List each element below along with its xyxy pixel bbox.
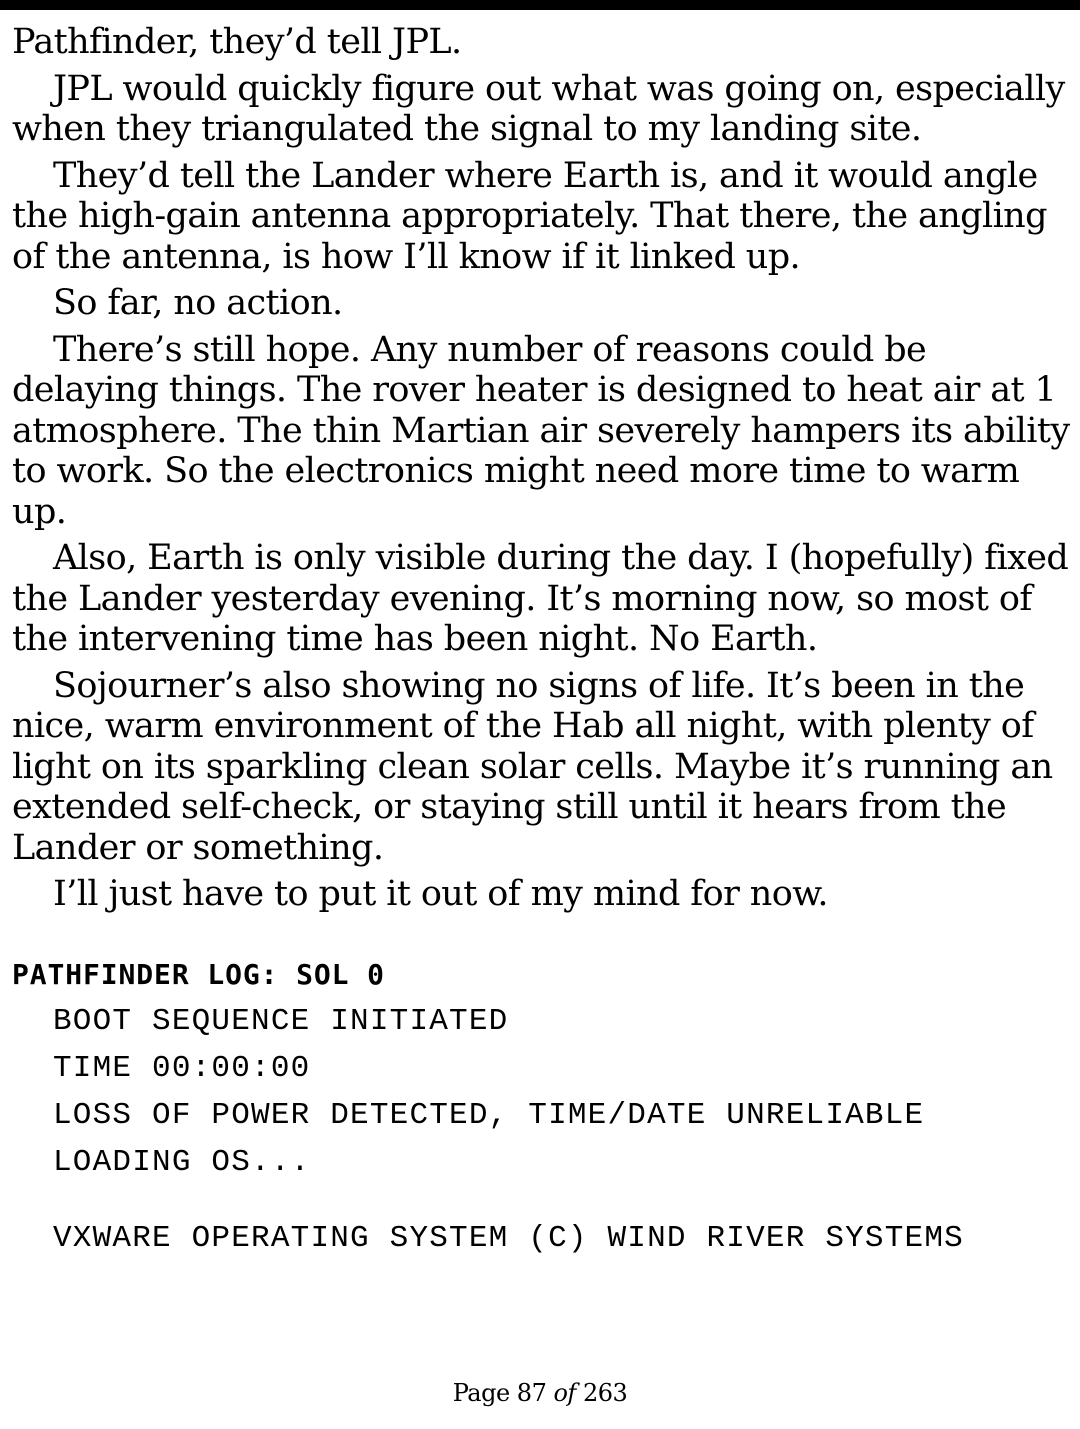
total-pages-number: 263 <box>582 1379 628 1407</box>
log-line: TIME 00:00:00 <box>53 1050 311 1086</box>
paragraph: Also, Earth is only visible during the day. I (hopefully) fixed the Lander yesterday evening. It’s morning now, so most of the intervening time has been night. No Earth. <box>12 538 1069 659</box>
log-line: LOADING OS... <box>53 1144 311 1180</box>
page-content <box>12 22 1072 1266</box>
paragraph: Pathfinder, they’d tell JPL. <box>12 22 462 62</box>
log-line: VXWARE OPERATING SYSTEM (C) WIND RIVER SYSTEMS <box>53 1220 964 1256</box>
of-label: of <box>553 1379 576 1407</box>
pathfinder-log <box>12 955 1072 1259</box>
paragraph: I’ll just have to put it out of my mind for now. <box>53 874 828 914</box>
log-line: LOSS OF POWER DETECTED, TIME/DATE UNRELIABLE <box>53 1097 925 1133</box>
paragraph: There’s still hope. Any number of reasons could be delaying things. The rover heater is designed to heat air at 1 atmosphere. The thin Martian air severely hampers its ability to work. So the electronics might need more time to warm up. <box>12 329 1070 532</box>
page-label: Page <box>452 1379 510 1407</box>
paragraph: Sojourner’s also showing no signs of life. It’s been in the nice, warm environment of the Hab all night, with plenty of light on its sparkling clean solar cells. Maybe it’s running an extended self-check, or staying still until it hears from the Lander or something. <box>12 665 1053 868</box>
paragraph: JPL would quickly figure out what was going on, especially when they triangulated the signal to my landing site. <box>12 68 1065 149</box>
page-number-footer <box>0 1376 1080 1410</box>
prose-section <box>12 22 1072 915</box>
log-title: PATHFINDER LOG: SOL 0 <box>12 957 385 991</box>
current-page-number: 87 <box>516 1379 547 1407</box>
paragraph: So far, no action. <box>53 283 343 323</box>
log-line: BOOT SEQUENCE INITIATED <box>53 1003 509 1039</box>
paragraph: They’d tell the Lander where Earth is, and it would angle the high-gain antenna appropriately. That there, the angling of the antenna, is how I’ll know if it linked up. <box>12 155 1047 277</box>
top-border-bar <box>0 0 1080 10</box>
